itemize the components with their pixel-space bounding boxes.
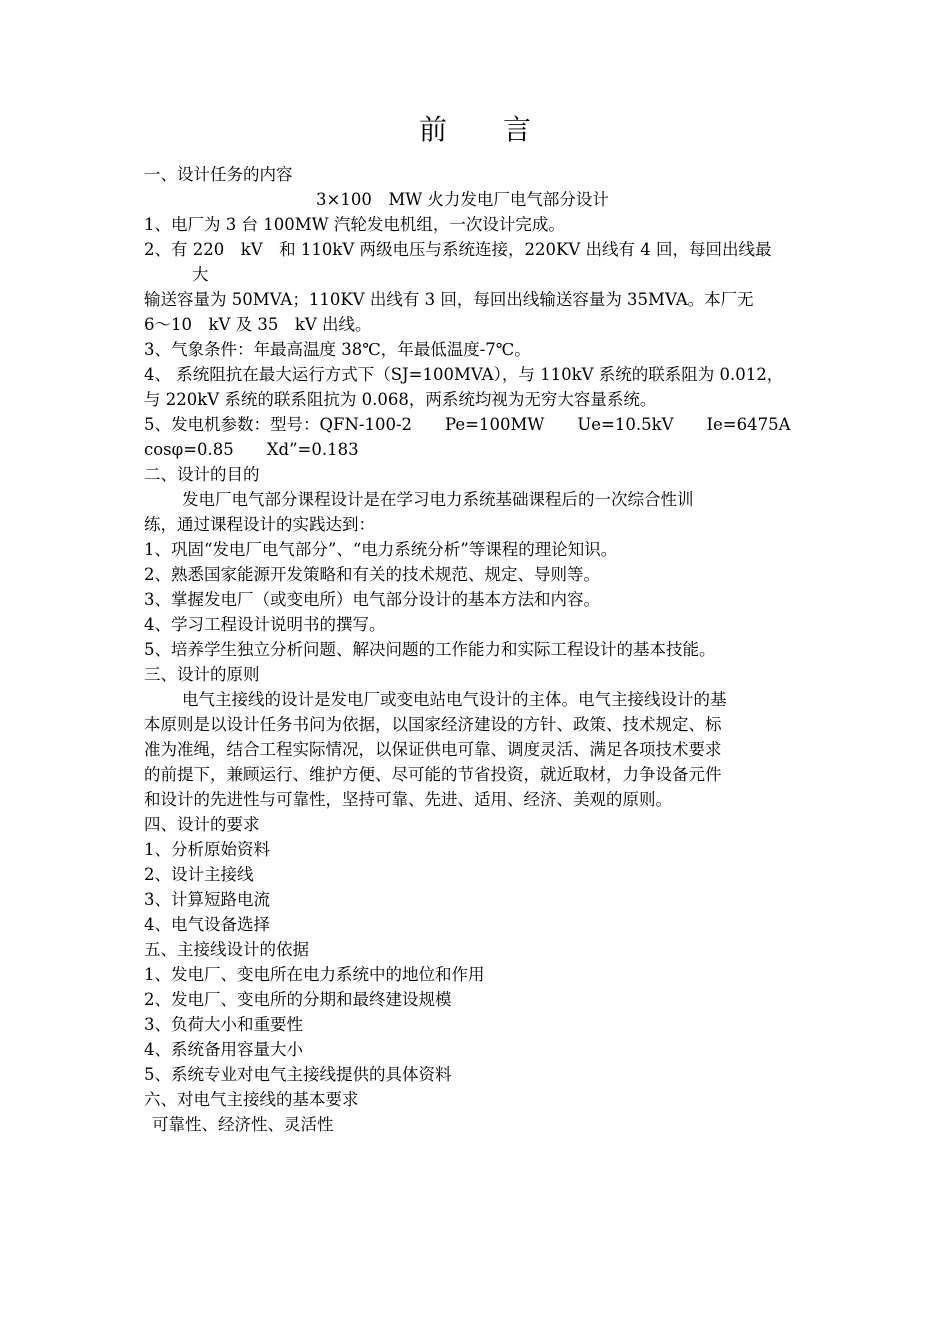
paragraph-line: 和设计的先进性与可靠性，坚持可靠、先进、适用、经济、美观的原则。 [144, 790, 672, 809]
paragraph-line: 本原则是以设计任务书问为依据，以国家经济建设的方针、政策、技术规定、标 [144, 715, 722, 734]
title-char-2: 言 [503, 113, 532, 146]
list-item-continuation: 大 [192, 265, 209, 284]
paragraph-line: 练，通过课程设计的实践达到： [144, 515, 375, 534]
list-item-continuation: 6～10 kV 及 35 kV 出线。 [144, 315, 372, 334]
list-item: 3、掌握发电厂（或变电所）电气部分设计的基本方法和内容。 [144, 590, 600, 609]
paragraph-line: 可靠性、经济性、灵活性 [152, 1115, 334, 1134]
list-item-continuation: 与 220kV 系统的联系阻抗为 0.068，两系统均视为无穷大容量系统。 [144, 390, 657, 409]
list-item: 4、电气设备选择 [144, 915, 270, 934]
list-item: 2、熟悉国家能源开发策略和有关的技术规范、规定、导则等。 [144, 565, 600, 584]
list-item: 1、电厂为 3 台 100MW 汽轮发电机组，一次设计完成。 [144, 215, 565, 234]
paragraph-line: 电气主接线的设计是发电厂或变电站电气设计的主体。电气主接线设计的基 [182, 690, 727, 709]
paragraph-line: 发电厂电气部分课程设计是在学习电力系统基础课程后的一次综合性训 [182, 490, 694, 509]
list-item: 5、培养学生独立分析问题、解决问题的工作能力和实际工程设计的基本技能。 [144, 640, 716, 659]
list-item: 5、发电机参数：型号：QFN-100-2 Pe=100MW Ue=10.5kV Ie=6475A [144, 415, 791, 434]
title-char-1: 前 [418, 113, 447, 146]
list-item-continuation: cosφ=0.85 Xd”=0.183 [144, 440, 359, 459]
section-heading: 六、对电气主接线的基本要求 [144, 1090, 359, 1109]
list-item: 5、系统专业对电气主接线提供的具体资料 [144, 1065, 452, 1084]
list-item-continuation: 输送容量为 50MVA；110KV 出线有 3 回，每回出线输送容量为 35MVA。本厂无 [144, 290, 754, 309]
list-item: 1、巩固“发电厂电气部分”、“电力系统分析”等课程的理论知识。 [144, 540, 618, 559]
section-heading: 五、主接线设计的依据 [144, 940, 309, 959]
section-heading: 四、设计的要求 [144, 815, 260, 834]
list-item: 2、设计主接线 [144, 865, 254, 884]
list-item: 3、计算短路电流 [144, 890, 270, 909]
list-item: 1、分析原始资料 [144, 840, 270, 859]
list-item: 2、发电厂、变电所的分期和最终建设规模 [144, 990, 452, 1009]
section-heading: 二、设计的目的 [144, 465, 260, 484]
list-item: 2、有 220 kV 和 110kV 两级电压与系统连接，220KV 出线有 4 回，每回出线最 [144, 240, 772, 259]
list-item: 1、发电厂、变电所在电力系统中的地位和作用 [144, 965, 485, 984]
list-item: 3、气象条件：年最高温度 38℃，年最低温度-7℃。 [144, 340, 531, 359]
list-item: 4、学习工程设计说明书的撰写。 [144, 615, 386, 634]
design-subtitle: 3×100 MW 火力发电厂电气部分设计 [316, 190, 609, 209]
paragraph-line: 的前提下，兼顾运行、维护方便、尽可能的节省投资，就近取材，力争设备元件 [144, 765, 722, 784]
list-item: 3、负荷大小和重要性 [144, 1015, 303, 1034]
paragraph-line: 准为准绳，结合工程实际情况，以保证供电可靠、调度灵活、满足各项技术要求 [144, 740, 722, 759]
list-item: 4、系统备用容量大小 [144, 1040, 303, 1059]
page-title [0, 108, 950, 148]
section-heading: 三、设计的原则 [144, 665, 260, 684]
list-item: 4、 系统阻抗在最大运行方式下（SJ=100MVA），与 110kV 系统的联系阻为 0.012， [144, 365, 784, 384]
document-body [144, 162, 814, 1137]
section-heading: 一、设计任务的内容 [144, 165, 293, 184]
